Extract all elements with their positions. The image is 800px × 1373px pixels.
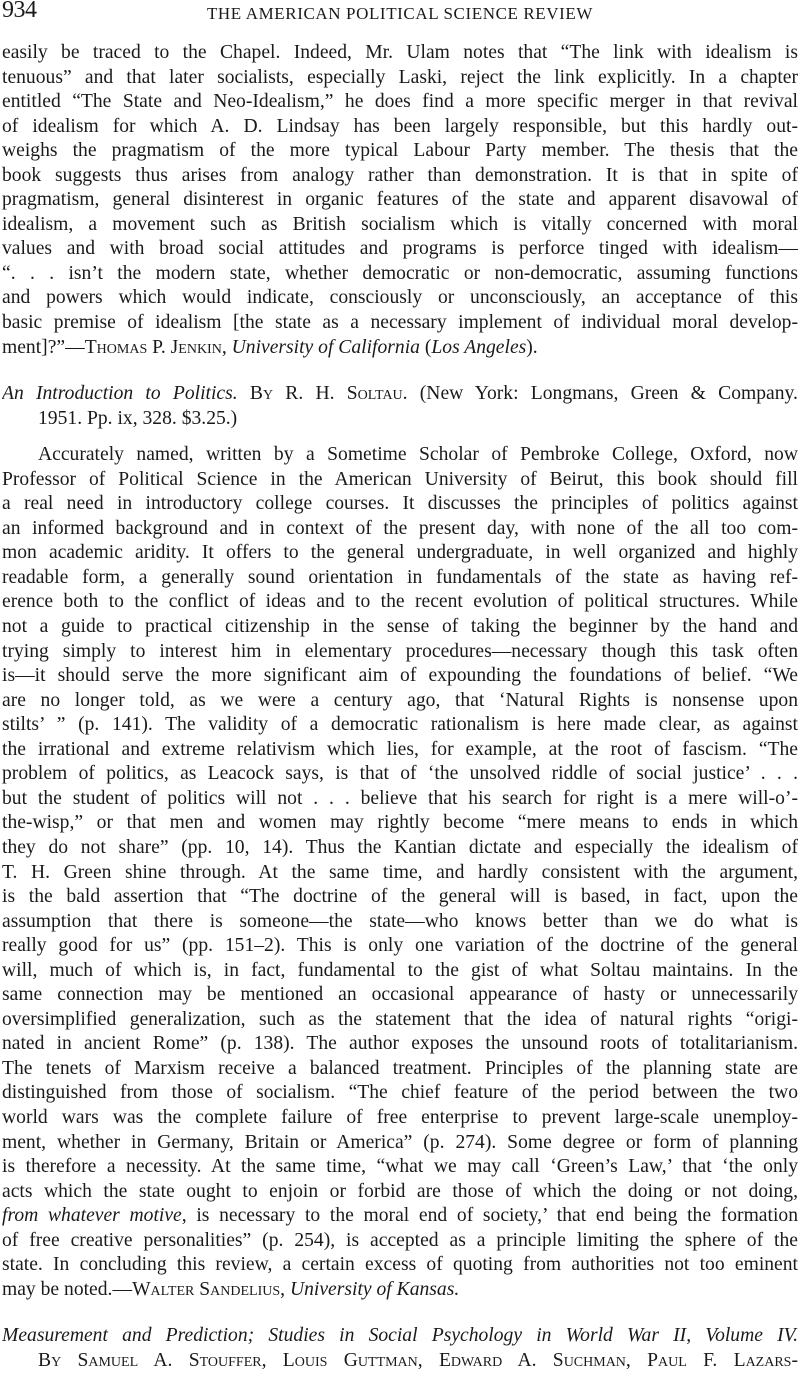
reviewer-affiliation: University of California xyxy=(231,336,420,358)
text-line: entitled “The State and Neo-Idealism,” he does find a more specific merger in that revival xyxy=(2,91,798,113)
text-line: basic premise of idealism [the state as a necessary implement of individual moral develop- xyxy=(2,312,798,334)
review-introduction-to-politics xyxy=(2,382,798,1302)
text-line: oversimplified generalization, such as the statement that the idea of natural rights “origi- xyxy=(2,1008,798,1030)
text-line: idealism, a movement such as British socialism which is vitally concerned with moral xyxy=(2,213,798,235)
review-measurement-and-prediction xyxy=(2,1324,798,1373)
text-line: of idealism for which A. D. Lindsay has been largely responsible, but this hardly out- xyxy=(2,115,798,137)
text-line: acts which the state ought to enjoin or forbid are those of which the doing or not doing, xyxy=(2,1180,798,1202)
publication-info: (New York: Longmans, Green & Company. xyxy=(419,383,798,405)
reviewer-signature-line: ment]?”—Thomas P. Jenkin, University of California (Los Angeles). xyxy=(2,336,538,358)
publication-info-continued: 1951. Pp. ix, 328. $3.25.) xyxy=(38,407,238,429)
text-line: will, much of which is, in fact, fundamental to the gist of what Soltau maintains. In the xyxy=(2,959,798,981)
text-line: erence both to the conflict of ideas and to the recent evolution of political structures. While xyxy=(2,591,798,613)
page-body xyxy=(2,41,798,1373)
text-line: an informed background and in context of the present day, with none of the all too com- xyxy=(2,517,798,539)
book-author: R. H. Soltau. xyxy=(285,383,408,405)
page-number: 934 xyxy=(2,0,37,23)
text-line: is the bald assertion that “The doctrine of the general will is based, in fact, upon the xyxy=(2,886,798,908)
text-line: T. H. Green shine through. At the same time, and hardly consistent with the argument, xyxy=(2,861,798,883)
reviewer-signature-line: may be noted.—Walter Sandelius, University of Kansas. xyxy=(2,1278,460,1300)
reviewer-campus: Los Angeles xyxy=(431,336,527,358)
text-line: they do not share” (pp. 10, 14). Thus the Kantian dictate and especially the idealism of xyxy=(2,836,798,858)
text-line: mon academic aridity. It offers to the general undergraduate, in well organized and highly xyxy=(2,542,798,564)
text-line: is therefore a necessity. At the same time, “what we may call ‘Green’s Law,’ that ‘the only xyxy=(2,1156,798,1178)
reviewer-name: Thomas P. Jenkin xyxy=(84,336,222,358)
text-line: really good for us” (pp. 151–2). This is only one variation of the doctrine of the general xyxy=(2,935,798,957)
text-line: pragmatism, general disinterest in organic features of the state and apparent disavowal of xyxy=(2,189,798,211)
book-authors: By Samuel A. Stouffer, Louis Guttman, Edward A. Suchman, Paul F. Lazars- xyxy=(38,1349,798,1371)
book-title: An Introduction to Politics. xyxy=(2,383,238,405)
text-line: but the student of politics will not . . . believe that his search for right is a mere will-o’- xyxy=(2,787,798,809)
text-line: a real need in introductory college courses. It discusses the principles of politics against xyxy=(2,493,798,515)
text-line: is—it should serve the more significant aim of expounding the foundations of belief. “We xyxy=(2,665,798,687)
text-line: Accurately named, written by a Sometime Scholar of Pembroke College, Oxford, now xyxy=(38,444,798,466)
text-line: weighs the pragmatism of the more typical Labour Party member. The thesis that the xyxy=(2,140,798,162)
text-line: values and with broad social attitudes and programs is perforce tinged with idealism— xyxy=(2,238,798,260)
text-line: same connection may be mentioned an occasional appearance of hasty or unnecessarily xyxy=(2,984,798,1006)
text-line: problem of politics, as Leacock says, is that of ‘the unsolved riddle of social justice’ . . . xyxy=(2,763,798,785)
text-line: the irrational and extreme relativism which lies, for example, at the root of fascism. “The xyxy=(2,738,798,760)
reviewer-affiliation: University of Kansas. xyxy=(289,1278,460,1300)
text-line: book suggests thus arises from analogy rather than demonstration. It is that in spite of xyxy=(2,164,798,186)
text-line: nated in ancient Rome” (p. 138). The author exposes the unsound roots of totalitarianism. xyxy=(2,1033,798,1055)
italic-phrase: from whatever motive xyxy=(2,1205,182,1227)
text-line: “. . . isn’t the modern state, whether democratic or non-democratic, assuming functions xyxy=(2,262,798,284)
book-title: Measurement and Prediction; Studies in Social Psychology in World War II, Volume IV. xyxy=(2,1325,798,1347)
book-citation-line: An Introduction to Politics. By R. H. Soltau. (New York: Longmans, Green & Company. xyxy=(2,383,798,405)
text-line: trying simply to interest him in elementary procedures—necessary though this task often xyxy=(2,640,798,662)
text-line: not a guide to practical citizenship in the sense of taking the beginner by the hand and xyxy=(2,616,798,638)
text-line: from whatever motive, is necessary to the moral end of society,’ that end being the formation xyxy=(2,1205,798,1227)
text-line: and powers which would indicate, consciously or unconsciously, an acceptance of this xyxy=(2,287,798,309)
text-line: the-wisp,” or that men and women may rightly become “mere means to ends in which xyxy=(2,812,798,834)
text-line: assumption that there is someone—the state—who knows better than we do what is xyxy=(2,910,798,932)
text-line: are no longer told, as we were a century ago, that ‘Natural Rights is nonsense upon xyxy=(2,689,798,711)
text-line: ment, whether in Germany, Britain or America” (p. 274). Some degree or form of planning xyxy=(2,1131,798,1153)
review-thomas-jenkin-continuation xyxy=(2,41,798,360)
text-line: distinguished from those of socialism. “The chief feature of the period between the two xyxy=(2,1082,798,1104)
text-line: stilts’ ” (p. 141). The validity of a democratic rationalism is here made clear, as against xyxy=(2,714,798,736)
text-line: tenuous” and that later socialists, especially Laski, reject the link explicitly. In a chapter xyxy=(2,66,798,88)
text-line: The tenets of Marxism receive a balanced treatment. Principles of the planning state are xyxy=(2,1057,798,1079)
reviewer-name: Walter Sandelius xyxy=(132,1278,281,1300)
text-line: Professor of Political Science in the American University of Beirut, this book should fill xyxy=(2,468,798,490)
text-line: readable form, a generally sound orientation in fundamentals of the state as having ref- xyxy=(2,566,798,588)
page-header xyxy=(0,0,800,30)
text-line: easily be traced to the Chapel. Indeed, Mr. Ulam notes that “The link with idealism is xyxy=(2,42,798,63)
running-head: THE AMERICAN POLITICAL SCIENCE REVIEW xyxy=(206,4,594,23)
text-line: state. In concluding this review, a certain excess of quoting from authorities not too eminent xyxy=(2,1254,798,1276)
text-line: world wars was the complete failure of free enterprise to prevent large-scale unemploy- xyxy=(2,1106,798,1128)
text-line: of free creative personalities” (p. 254), is accepted as a principle limiting the sphere of the xyxy=(2,1229,798,1251)
